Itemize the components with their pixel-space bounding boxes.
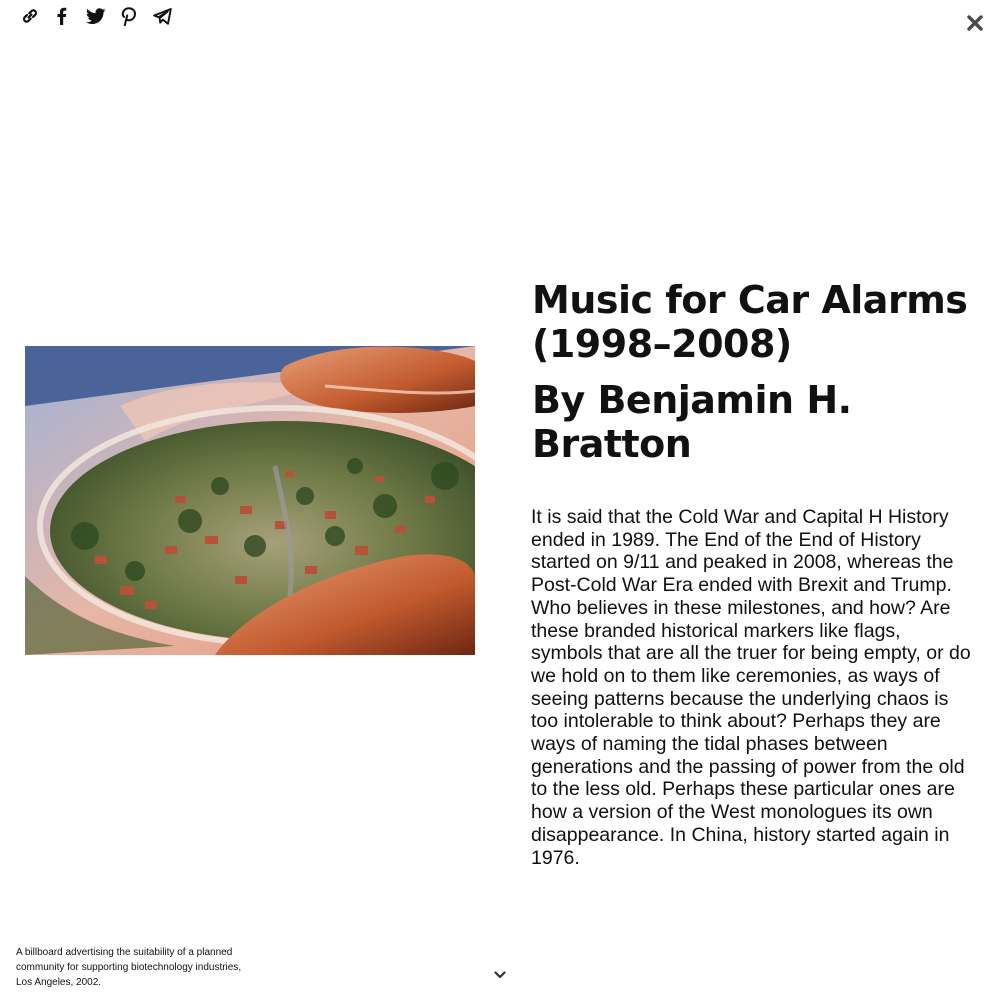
article-image xyxy=(25,346,475,655)
telegram-icon xyxy=(153,8,172,25)
share-pinterest-button[interactable] xyxy=(119,6,139,26)
billboard-image xyxy=(25,346,475,655)
article-header xyxy=(532,278,982,466)
close-icon xyxy=(967,15,983,31)
article-byline: By Benjamin H. Bratton xyxy=(532,378,852,466)
link-icon xyxy=(21,7,39,25)
share-telegram-button[interactable] xyxy=(152,6,172,26)
image-caption: A billboard advertising the suitability of a planned community for supporting biotechnology industries, Los Angeles, 2002. xyxy=(16,947,242,988)
copy-link-button[interactable] xyxy=(20,6,40,26)
article-title: Music for Car Alarms (1998–2008) xyxy=(532,278,968,366)
share-twitter-button[interactable] xyxy=(86,6,106,26)
share-facebook-button[interactable] xyxy=(53,6,73,26)
twitter-icon xyxy=(86,8,106,25)
chevron-down-icon xyxy=(494,971,506,979)
scroll-down-button[interactable] xyxy=(492,968,508,982)
share-bar xyxy=(20,6,172,26)
article-body: It is said that the Cold War and Capital H History ended in 1989. The End of the End of History started on 9/11 and peaked in 2008, whereas the Post-Cold War Era ended with Brexit and Trump. Who believes in these milestones, and how? Are these branded historical markers like flags, symbols that are all the truer for being empty, or do we hold on to them like ceremonies, as ways of seeing patterns because the underlying chaos is too intolerable to think about? Perhaps they are ways of naming the tidal phases between generations and the passing of power from the old to the less old. Perhaps these particular ones are how a version of the West monologues its own disappearance. In China, history started again in 1976. xyxy=(531,506,971,869)
facebook-icon xyxy=(56,7,70,25)
close-button[interactable] xyxy=(964,12,986,34)
pinterest-icon xyxy=(121,7,137,26)
